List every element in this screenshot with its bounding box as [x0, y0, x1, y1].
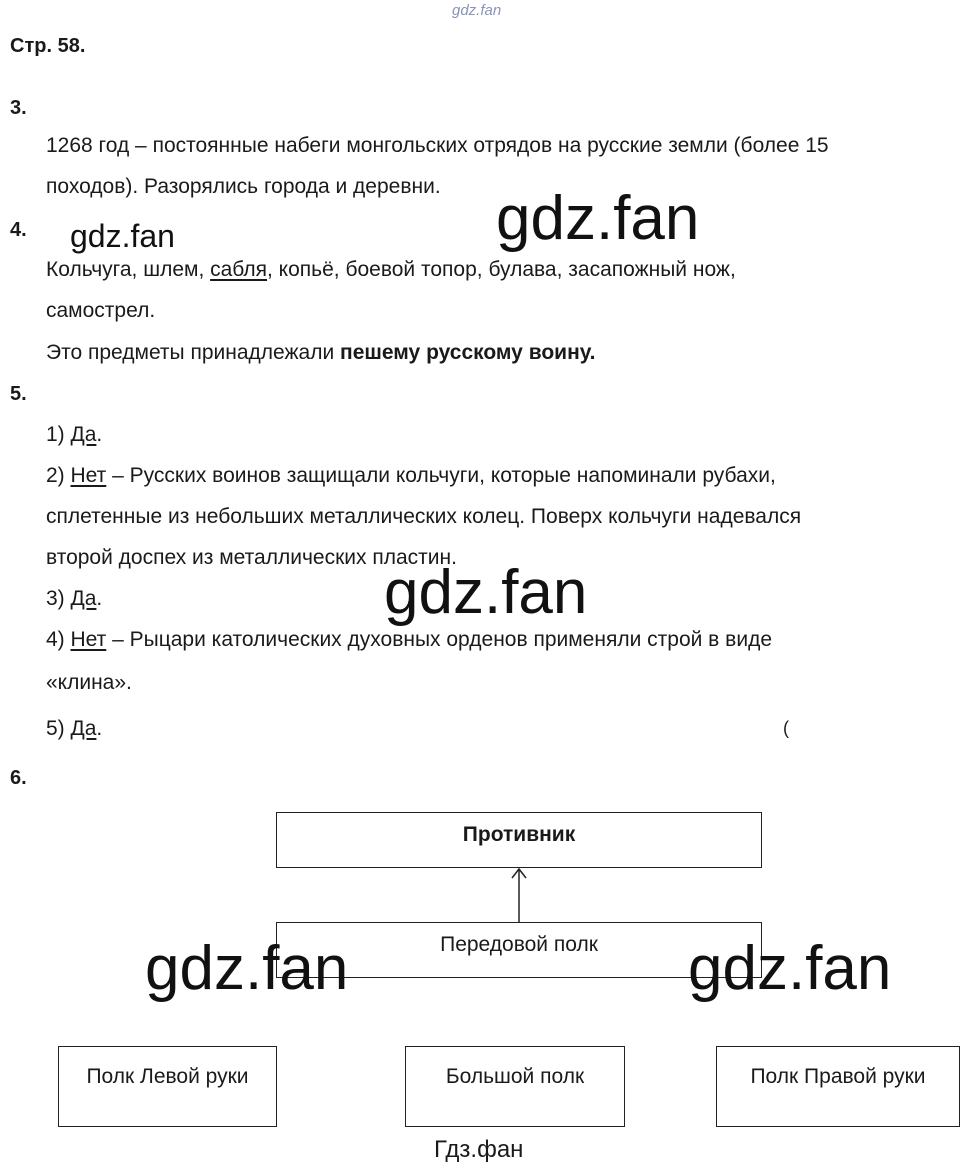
question-4-number: 4. [10, 219, 27, 241]
text-segment: , копьё, боевой топор, булава, засапожный нож, [267, 258, 736, 281]
text-segment: . [96, 423, 103, 446]
right-regiment-box [716, 1046, 960, 1127]
answer-5-3 [46, 587, 102, 611]
text-segment: – Русских воинов защищали кольчуги, которые напоминали рубахи, [106, 464, 776, 487]
text-segment: Это предметы принадлежали [46, 341, 341, 364]
right-regiment-label: Полк Правой руки [750, 1065, 926, 1088]
item-number: 1) [46, 423, 71, 446]
answer-5-4 [46, 628, 772, 652]
answer-5-2 [46, 464, 776, 488]
answer-word: Нет [70, 464, 107, 487]
text-segment: – Рыцари католических духовных орденов применяли строй в виде [106, 628, 772, 651]
enemy-box [276, 812, 762, 868]
text-segment: . [96, 587, 103, 610]
question-3-number: 3. [10, 97, 27, 119]
text-segment: . [96, 717, 103, 740]
answer-word: Да [70, 423, 97, 446]
item-number: 3) [46, 587, 71, 610]
question-4-line-1 [46, 258, 736, 282]
watermark-large-1: gdz.fan [496, 184, 700, 253]
left-regiment-box [58, 1046, 277, 1127]
watermark-large-4: gdz.fan [688, 934, 892, 1003]
watermark-large-2: gdz.fan [384, 558, 588, 627]
watermark-large-3: gdz.fan [145, 934, 349, 1003]
vanguard-label: Передовой полк [440, 933, 598, 956]
question-4-line-3 [46, 341, 595, 365]
watermark-top: gdz.fan [452, 2, 502, 19]
answer-5-5 [46, 717, 102, 741]
answer-5-4-line-2: «клина». [46, 671, 132, 694]
question-4-line-2: самострел. [46, 299, 156, 322]
footer-watermark: Гдз.фан [434, 1136, 524, 1163]
text-segment: Кольчуга, шлем, [46, 258, 211, 281]
item-number: 4) [46, 628, 71, 651]
answer-5-2-line-3: второй доспех из металлических пластин. [46, 546, 457, 569]
left-regiment-label: Полк Левой руки [86, 1065, 249, 1088]
question-3-line-2: походов). Разорялись города и деревни. [46, 175, 441, 198]
page-reference: Стр. 58. [10, 35, 86, 57]
question-6-number: 6. [10, 767, 27, 789]
answer-5-2-line-2: сплетенные из небольших металлических колец. Поверх кольчуги надевался [46, 505, 802, 528]
enemy-label: Противник [462, 823, 576, 846]
underlined-word: сабля [210, 258, 268, 281]
watermark-small: gdz.fan [70, 218, 175, 254]
item-number: 5) [46, 717, 71, 740]
stray-mark: ( [783, 718, 789, 738]
main-regiment-box [405, 1046, 625, 1127]
answer-word: Да [70, 587, 97, 610]
arrow-to-enemy [508, 866, 530, 924]
main-regiment-label: Большой полк [445, 1065, 585, 1088]
bold-answer: пешему русскому воину. [340, 341, 596, 364]
answer-5-1 [46, 423, 102, 447]
question-3-line-1: 1268 год – постоянные набеги монгольских отрядов на русские земли (более 15 [46, 134, 829, 157]
item-number: 2) [46, 464, 71, 487]
answer-word: Да [70, 717, 97, 740]
question-5-number: 5. [10, 383, 27, 405]
answer-word: Нет [70, 628, 107, 651]
